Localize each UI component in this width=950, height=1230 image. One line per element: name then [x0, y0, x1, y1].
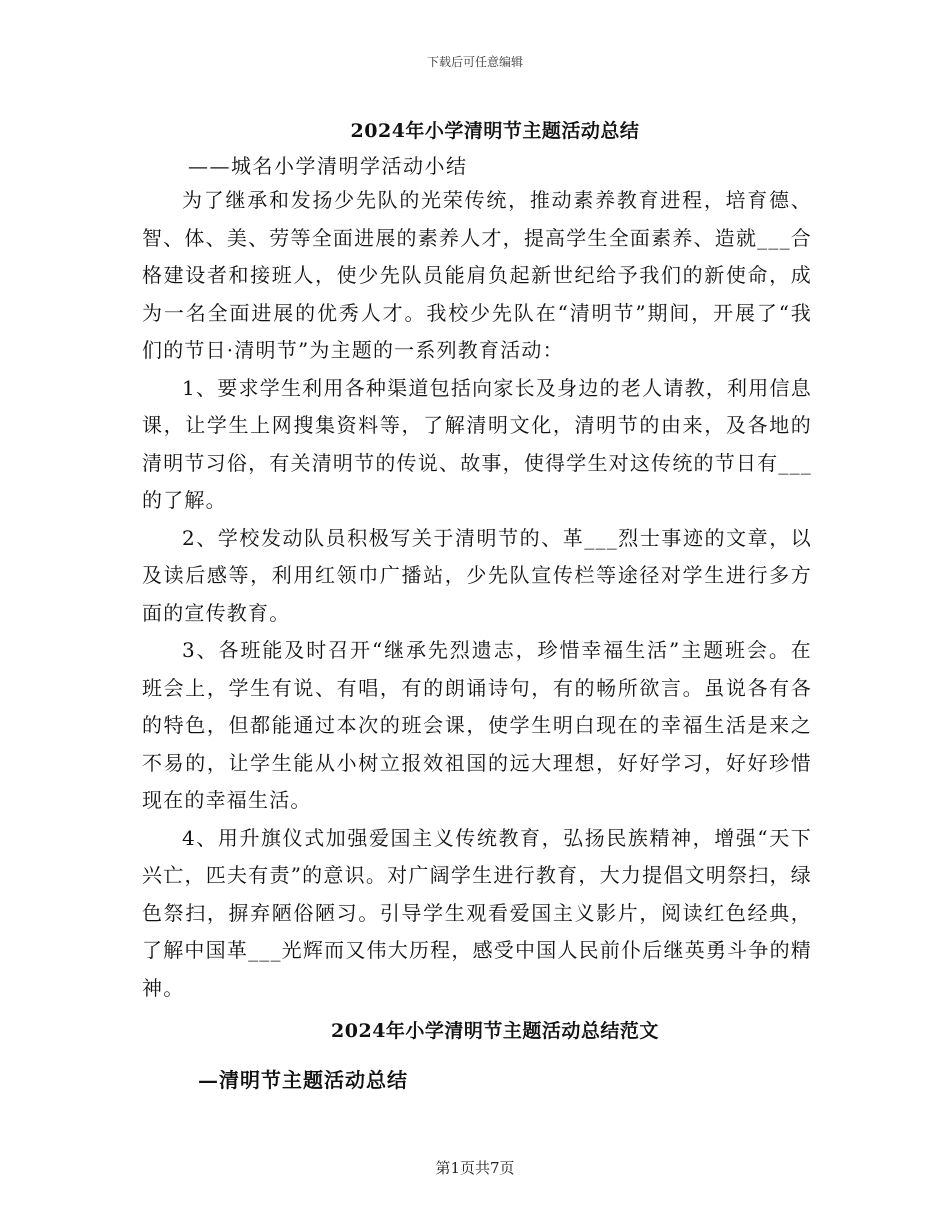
paragraph-item-3: 3、各班能及时召开“继承先烈遗志，珍惜幸福生活”主题班会。在班会上，学生有说、有唱，有的朗诵诗句，有的畅所欲言。虽说各有各的特色，但都能通过本次的班会课，使学生明白现在的幸福生活是来之不易的，让学生能从小树立报效祖国的远大理想，好好学习，好好珍惜现在的幸福生活。 [142, 638, 812, 812]
paragraph-intro: 为了继承和发扬少先队的光荣传统，推动素养教育进程，培育德、智、体、美、劳等全面进展的素养人才，提高学生全面素养、造就___合格建设者和接班人，使少先队员能肩负起新世纪给予我们的新使命，成为一名全面进展的优秀人才。我校少先队在“清明节”期间，开展了“我们的节日·清明节”为主题的一系列教育活动： [142, 188, 812, 362]
page-number: 第1页共7页 [435, 1159, 515, 1177]
paragraph-item-2: 2、学校发动队员积极写关于清明节的、革___烈士事迹的文章，以及读后感等，利用红领巾广播站，少先队宣传栏等途径对学生进行多方面的宣传教育。 [142, 525, 812, 625]
second-title: 2024年小学清明节主题活动总结范文 [331, 1020, 659, 1042]
section-heading: —清明节主题活动总结 [198, 1068, 408, 1092]
paragraph-item-4: 4、用升旗仪式加强爱国主义传统教育，弘扬民族精神，增强“天下兴亡，匹夫有责”的意识。对广阔学生进行教育，大力提倡文明祭扫，绿色祭扫，摒弃陋俗陋习。引导学生观看爱国主义影片，阅读红色经典，了解中国革___光辉而又伟大历程，感受中国人民前仆后继英勇斗争的精神。 [142, 825, 812, 1000]
document-subtitle: ——城名小学清明学活动小结 [188, 154, 468, 178]
header-note: 下载后可任意编辑 [426, 55, 523, 69]
document-title: 2024年小学清明节主题活动总结 [350, 120, 640, 142]
body-text [142, 182, 812, 1007]
paragraph-item-1: 1、要求学生利用各种渠道包括向家长及身边的老人请教，利用信息课，让学生上网搜集资料等，了解清明文化，清明节的由来，及各地的清明节习俗，有关清明节的传说、故事，使得学生对这传统的节日有___的了解。 [142, 375, 812, 512]
